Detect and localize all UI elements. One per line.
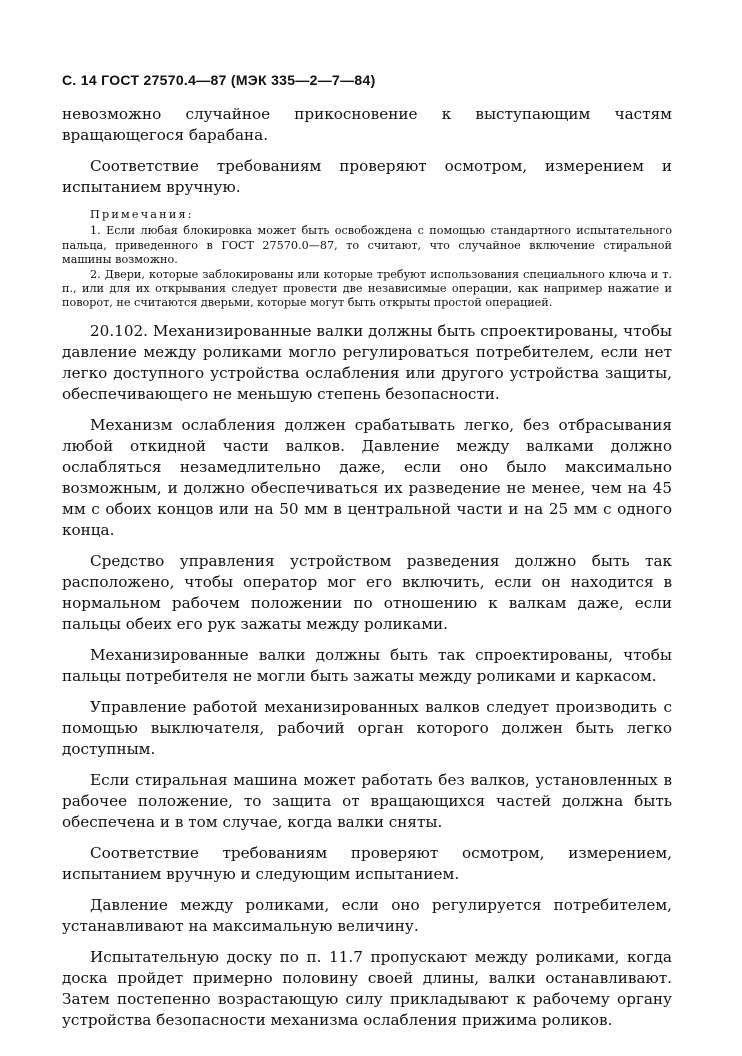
paragraph-20-102: 20.102. Механизированные валки должны быть спроектированы, чтобы давление между роликами могло регулироваться потребителем, если нет легко доступного устройства ослабления или другого устройства защиты, обеспечивающего не меньшую степень безопасности. [62,321,672,403]
document-body [62,104,672,1041]
paragraph: Управление работой механизированных валков следует производить с помощью выключателя, рабочий орган которого должен быть легко доступным. [62,697,672,758]
paragraph: Механизированные валки должны быть так спроектированы, чтобы пальцы потребителя не могли быть зажаты между роликами и каркасом. [62,645,672,685]
paragraph: Средство управления устройством разведения должно быть так расположено, чтобы оператор мог его включить, если он находится в нормальном рабочем положении по отношению к валкам даже, если пальцы обеих его рук зажаты между роликами. [62,551,672,633]
note-item: 2. Двери, которые заблокированы или которые требуют использования специального ключа и т. п., или для их открывания следует провести две независимые операции, как например нажатие и поворот, не считаются дверьми, которые могут быть открыты простой операцией. [62,267,672,310]
notes-title: Примечания: [90,208,194,221]
notes-block [62,208,672,311]
note-item: 1. Если любая блокировка может быть освобождена с помощью стандартного испытательного пальца, приведенного в ГОСТ 27570.0—87, то считают, что случайное включение стиральной машины возможно. [62,224,672,267]
paragraph: Давление между роликами, если оно регулируется потребителем, устанавливают на максимальную величину. [62,895,672,935]
paragraph: Если стиральная машина может работать без валков, установленных в рабочее положение, то защита от вращающихся частей должна быть обеспечена и в том случае, когда валки сняты. [62,770,672,831]
paragraph: Механизм ослабления должен срабатывать легко, без отбрасывания любой откидной части валков. Давление между валками должно ослабляться незамедлительно даже, если оно было максимально возможным, и должно обеспечиваться их разведение не менее, чем на 45 мм с обоих концов или на 50 мм в центральной части и на 25 мм с одного конца. [62,415,672,539]
paragraph: Соответствие требованиям проверяют осмотром, измерением и испытанием вручную. [62,157,672,196]
paragraph-continuation: невозможно случайное прикосновение к выступающим частям вращающегося барабана. [62,105,672,144]
page-header: С. 14 ГОСТ 27570.4—87 (МЭК 335—2—7—84) [62,72,376,88]
paragraph: Соответствие требованиям проверяют осмотром, измерением, испытанием вручную и следующим испытанием. [62,843,672,883]
paragraph: Испытательную доску по п. 11.7 пропускают между роликами, когда доска пройдет примерно половину своей длины, валки останавливают. Затем постепенно возрастающую силу прикладывают к рабочему органу устройства безопасности механизма ослабления прижима роликов. [62,947,672,1029]
